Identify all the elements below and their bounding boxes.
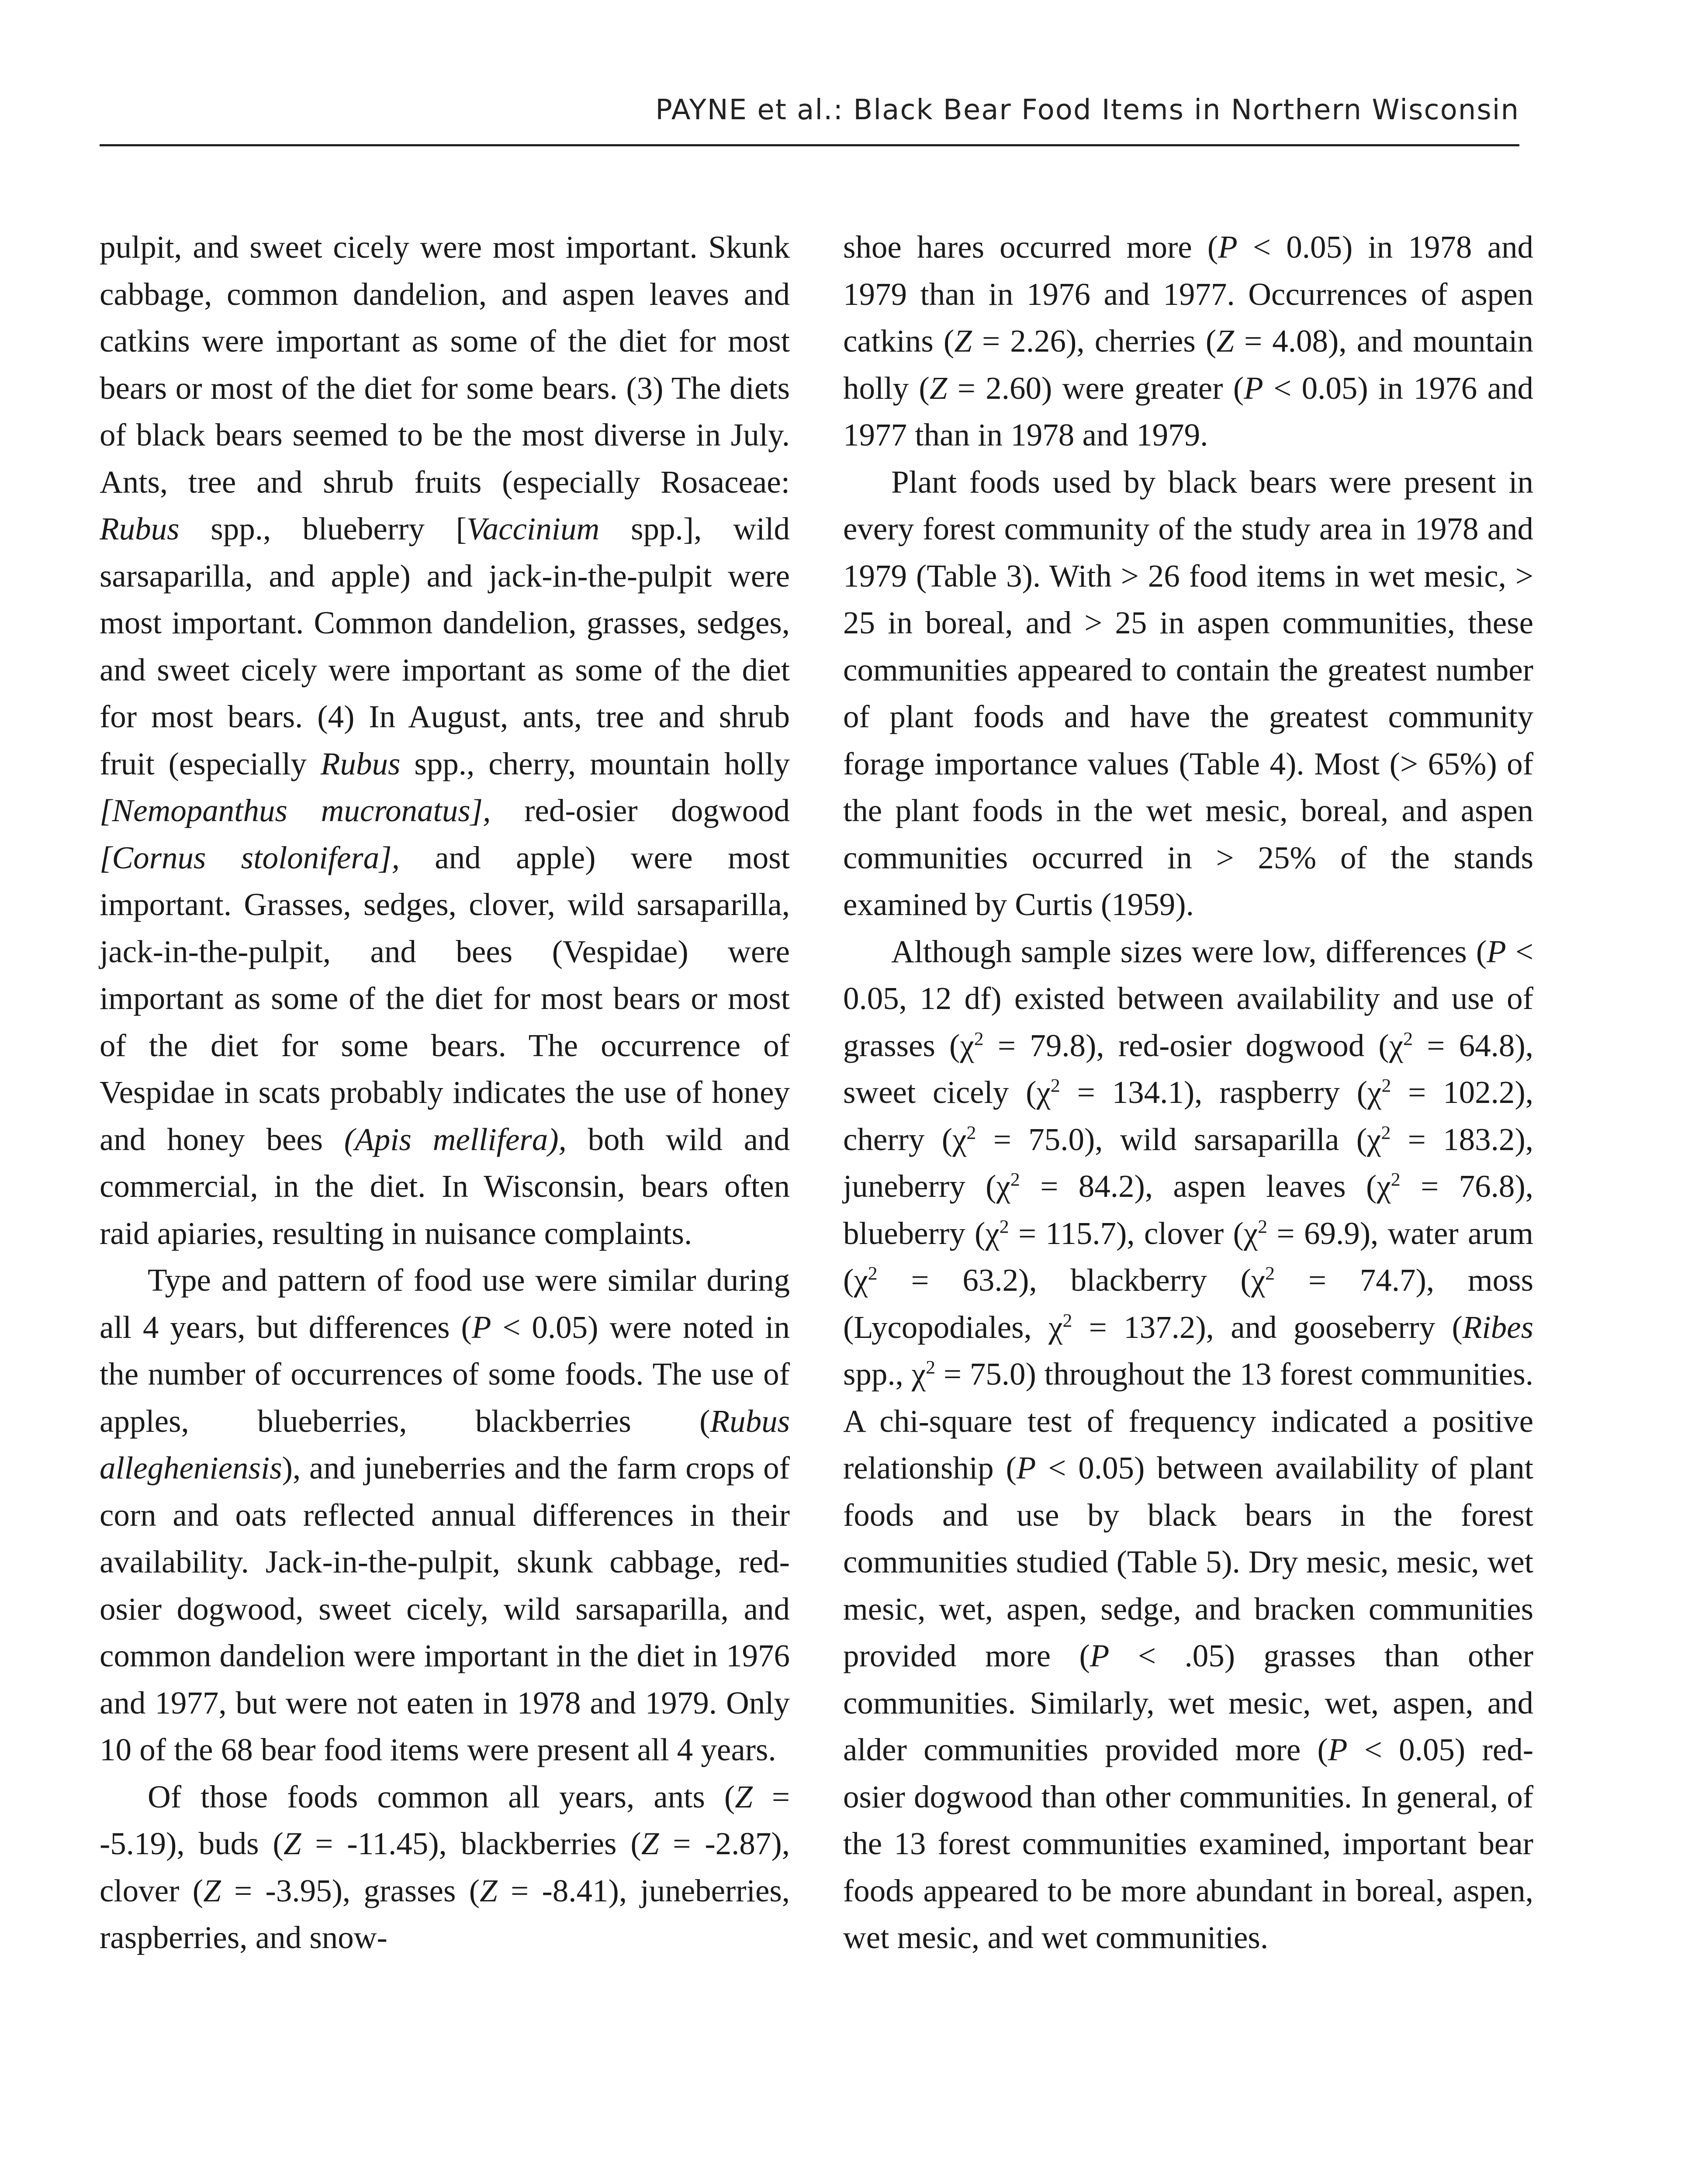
paragraph-plant-foods: Plant foods used by black bears were present in every forest community of the study area in 1978 and 1979 (Table 3). With > 26 food items in wet mesic, > 25 in boreal, and > 25 in aspen communities, these communities appeared to contain the greatest number of plant foods and have the greatest community forage importance values (Table 4). Most (> 65%) of the plant foods in the wet mesic, boreal, and aspen communities occurred in > 25% of the stands examined by Curtis (1959). (843, 464, 1533, 922)
paragraph-food-use-pattern: Type and pattern of food use were similar during all 4 years, but differences (P < 0.05) were noted in the number of occurrences of some foods. The use of apples, blueberries, blackberries (Rubus allegheniensis), and juneberries and the farm crops of corn and oats reflected annual differences in their availability. Jack-in-the-pulpit, skunk cabbage, red-osier dogwood, sweet cicely, wild sarsaparilla, and common dandelion were important in the diet in 1976 and 1977, but were not eaten in 1978 and 1979. Only 10 of the 68 bear food items were present all 4 years. (100, 1262, 790, 1767)
header-rule (100, 144, 1519, 146)
paragraph-common-foods: Of those foods common all years, ants (Z = -5.19), buds (Z = -11.45), blackberries (Z = -2.87), clover (Z = -3.95), grasses (Z = -8.41), juneberries, raspberries, and snow- (100, 1779, 790, 1955)
paragraph-continued-right: shoe hares occurred more (P < 0.05) in 1978 and 1979 than in 1976 and 1977. Occurrences of aspen catkins (Z = 2.26), cherries (Z = 4.08), and mountain holly (Z = 2.60) were greater (P < 0.05) in 1976 and 1977 than in 1978 and 1979. (843, 229, 1534, 453)
right-column (843, 224, 1533, 1961)
paragraph-chi-square: Although sample sizes were low, differences (P < 0.05, 12 df) existed between availability and use of grasses $(\chi^2 = 79.8)$, red-osier dogwood $(\chi^2 = 64.8)$, sweet cicely $(\chi^2 = 134.1)$, raspberry $(\chi^2 = 102.2)$, cherry $(\chi^2 = 75.0)$, wild sarsaparilla $(\chi^2 = 183.2)$, juneberry $(\chi^2 = 84.2)$, aspen leaves $(\chi^2 = 76.8)$, blueberry $(\chi^2 = 115.7)$, clover $(\chi^2 = 69.9)$, water arum $(\chi^2 = 63.2)$, blackberry $(\chi^2 = 74.7)$, moss (Lycopodiales, $\chi^2 = 137.2$), and gooseberry (Ribes spp., $\chi^2 = 75.0$) throughout the 13 forest communities. A chi-square test of frequency indicated a positive relationship (P < 0.05) between availability of plant foods and use by black bears in the forest communities studied (Table 5). Dry mesic, mesic, wet mesic, wet, aspen, sedge, and bracken communities provided more (P < .05) grasses than other communities. Similarly, wet mesic, wet, aspen, and alder communities provided more (P < 0.05) red-osier dogwood than other communities. In general, of the 13 forest communities examined, important bear foods appeared to be more abundant in boreal, aspen, wet mesic, and wet communities. (843, 933, 1534, 1955)
paragraph-continued: pulpit, and sweet cicely were most important. Skunk cabbage, common dandelion, and aspen leaves and catkins were important as some of the diet for most bears or most of the diet for some bears. (3) The diets of black bears seemed to be the most diverse in July. Ants, tree and shrub fruits (especially Rosaceae: Rubus spp., blueberry [Vaccinium spp.], wild sarsaparilla, and apple) and jack-in-the-pulpit were most important. Common dandelion, grasses, sedges, and sweet cicely were important as some of the diet for most bears. (4) In August, ants, tree and shrub fruit (especially Rubus spp., cherry, mountain holly [Nemopanthus mucronatus], red-osier dogwood [Cornus stolonifera], and apple) were most important. Grasses, sedges, clover, wild sarsaparilla, jack-in-the-pulpit, and bees (Vespidae) were important as some of the diet for most bears or most of the diet for some bears. The occurrence of Vespidae in scats probably indicates the use of honey and honey bees (Apis mellifera), both wild and commercial, in the diet. In Wisconsin, bears often raid apiaries, resulting in nuisance complaints. (100, 229, 790, 1251)
running-head: PAYNE et al.: Black Bear Food Items in Northern Wisconsin (655, 94, 1519, 126)
left-column (100, 224, 790, 1961)
